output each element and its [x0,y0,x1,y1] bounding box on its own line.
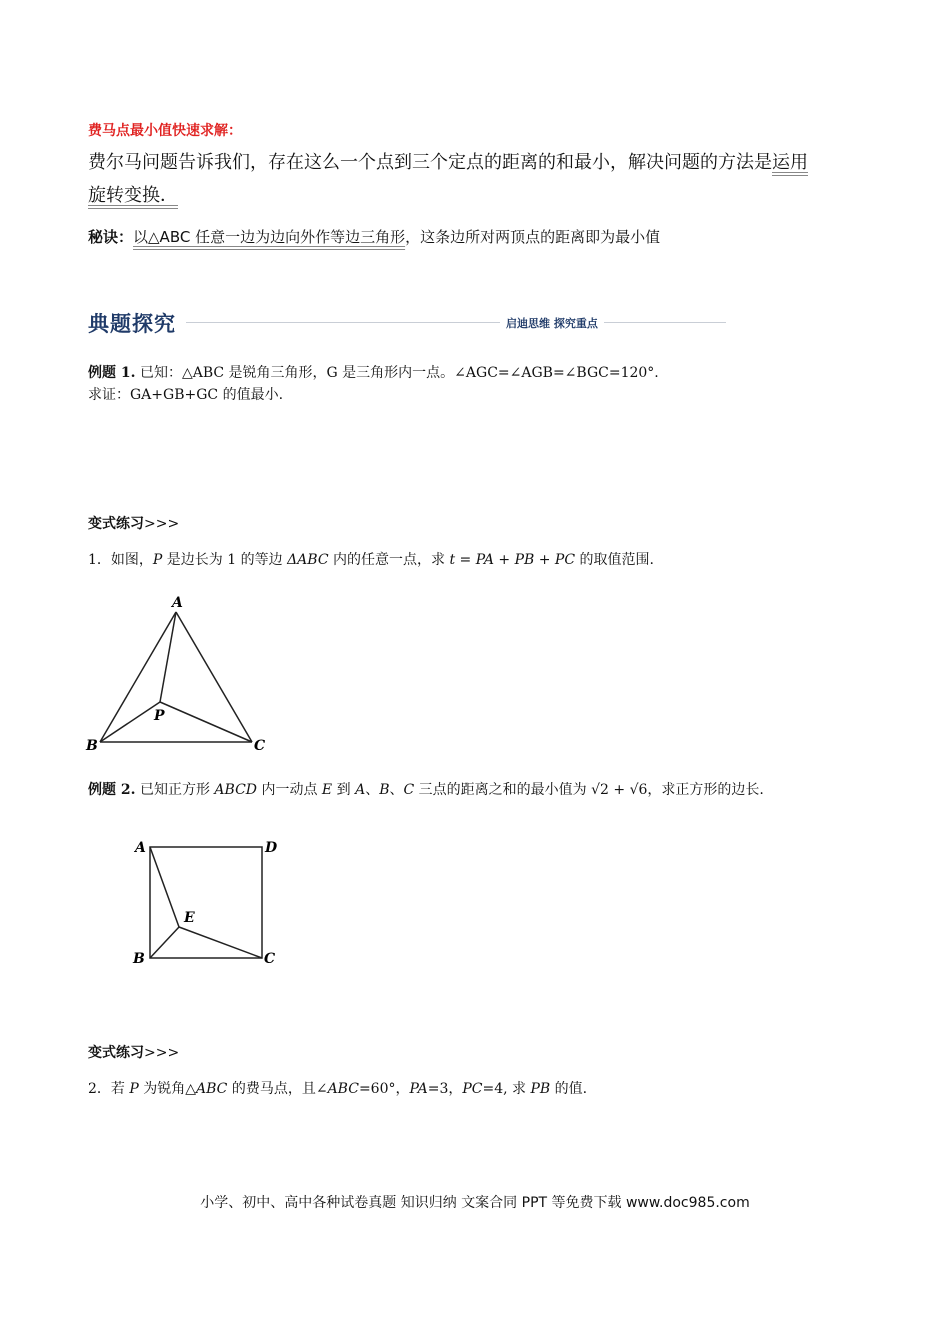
example2-label: 例题 2. [88,782,136,798]
ex2-t2: 内一动点 [257,782,322,798]
method-title: 费马点最小值快速求解： [88,123,242,139]
variant2-question [88,1078,587,1100]
intro-underlined-1: 运用 [772,152,808,173]
v1-p: P [152,552,163,568]
fig1-pb [100,702,160,742]
v1-mid: 是边长为 1 的等边 [162,552,288,568]
example1 [88,362,659,406]
example2 [88,779,764,801]
v2-e: =3， [427,1081,463,1097]
intro-text: 费尔马问题告诉我们，存在这么一个点到三个定点的距离的和最小，解决问题的方法是 [88,152,772,173]
v2-c: 的费马点，且∠ [227,1081,328,1097]
ex2-b: B [379,782,390,798]
fig2-ea [150,847,179,927]
ex2-formula: √2 + √6 [591,782,648,798]
section-divider [186,322,726,323]
variant1-title-text: 变式练习 [88,516,144,532]
variant1-title [88,513,179,533]
v2-p: P [129,1081,139,1097]
v2-pb: PB [530,1081,551,1097]
v2-a: 2．若 [88,1081,130,1097]
fig2-label-b: B [133,951,145,967]
v2-b: 为锐角△ [138,1081,196,1097]
fig2-square [150,847,262,958]
variant2-title-text: 变式练习 [88,1045,144,1061]
variant2-arrows: >>> [144,1045,180,1061]
section-title: 典题探究 [88,312,176,336]
ex2-t5: ，求正方形的边长. [647,782,764,798]
secret-underlined: 以△ABC 任意一边为边向外作等边三角形 [133,228,406,246]
figure2-square [125,832,295,972]
v2-abc: ABC [196,1081,228,1097]
intro-underlined-2: 旋转变换． [88,185,178,206]
fig2-label-a: A [135,840,146,856]
fig1-side-ac [176,612,252,742]
secret-label: 秘诀： [88,228,134,246]
variant1-question [88,549,654,571]
v2-f: =4, 求 [482,1081,531,1097]
v2-g: 的值. [550,1081,588,1097]
fig2-eb [150,927,179,958]
ex2-t4: 三点的距离之和的最小值为 [414,782,592,798]
ex2-t3: 到 [332,782,356,798]
fig2-label-c: C [264,951,276,967]
v1-end: 的取值范围. [575,552,654,568]
v2-pc: PC [462,1081,483,1097]
v1-mid2: 内的任意一点，求 [328,552,450,568]
variant2-title [88,1042,179,1062]
fig1-label-b: B [86,738,98,754]
fig1-pc [160,702,252,742]
page-footer: 小学、初中、高中各种试卷真题 知识归纳 文案合同 PPT 等免费下载 www.doc985.com [200,1195,750,1211]
v1-tri: ΔABC [287,552,329,568]
fig1-label-c: C [254,738,266,754]
fig2-label-e: E [184,910,195,926]
example1-label: 例题 1. [88,365,136,381]
ex2-t1: 已知正方形 [135,782,215,798]
fig1-label-p: P [154,708,165,724]
figure1-triangle [80,590,280,760]
ex2-e: E [321,782,333,798]
fig2-ec [179,927,262,958]
v2-d: =60°， [358,1081,410,1097]
v1-num: 1．如图， [88,552,153,568]
section-header [88,304,728,340]
fig2-label-d: D [265,840,278,856]
ex2-sep2: 、 [389,782,404,798]
intro-paragraph [88,146,873,212]
v2-pa: PA [409,1081,428,1097]
ex2-a: A [355,782,366,798]
example1-line1: 已知：△ABC 是锐角三角形，G 是三角形内一点。∠AGC=∠AGB=∠BGC=120°. [135,365,659,381]
variant1-arrows: >>> [144,516,180,532]
v2-abc2: ABC [327,1081,359,1097]
ex2-abcd: ABCD [214,782,258,798]
ex2-sep1: 、 [365,782,380,798]
v1-formula: t = PA + PB + PC [449,552,576,568]
secret-line [88,226,660,247]
secret-rest: ，这条边所对两顶点的距离即为最小值 [405,228,661,246]
fig1-label-a: A [172,595,183,611]
section-subtitle: 启迪思维 探究重点 [500,315,604,331]
example1-line2: 求证：GA+GB+GC 的值最小. [88,387,284,403]
ex2-c: C [403,782,415,798]
